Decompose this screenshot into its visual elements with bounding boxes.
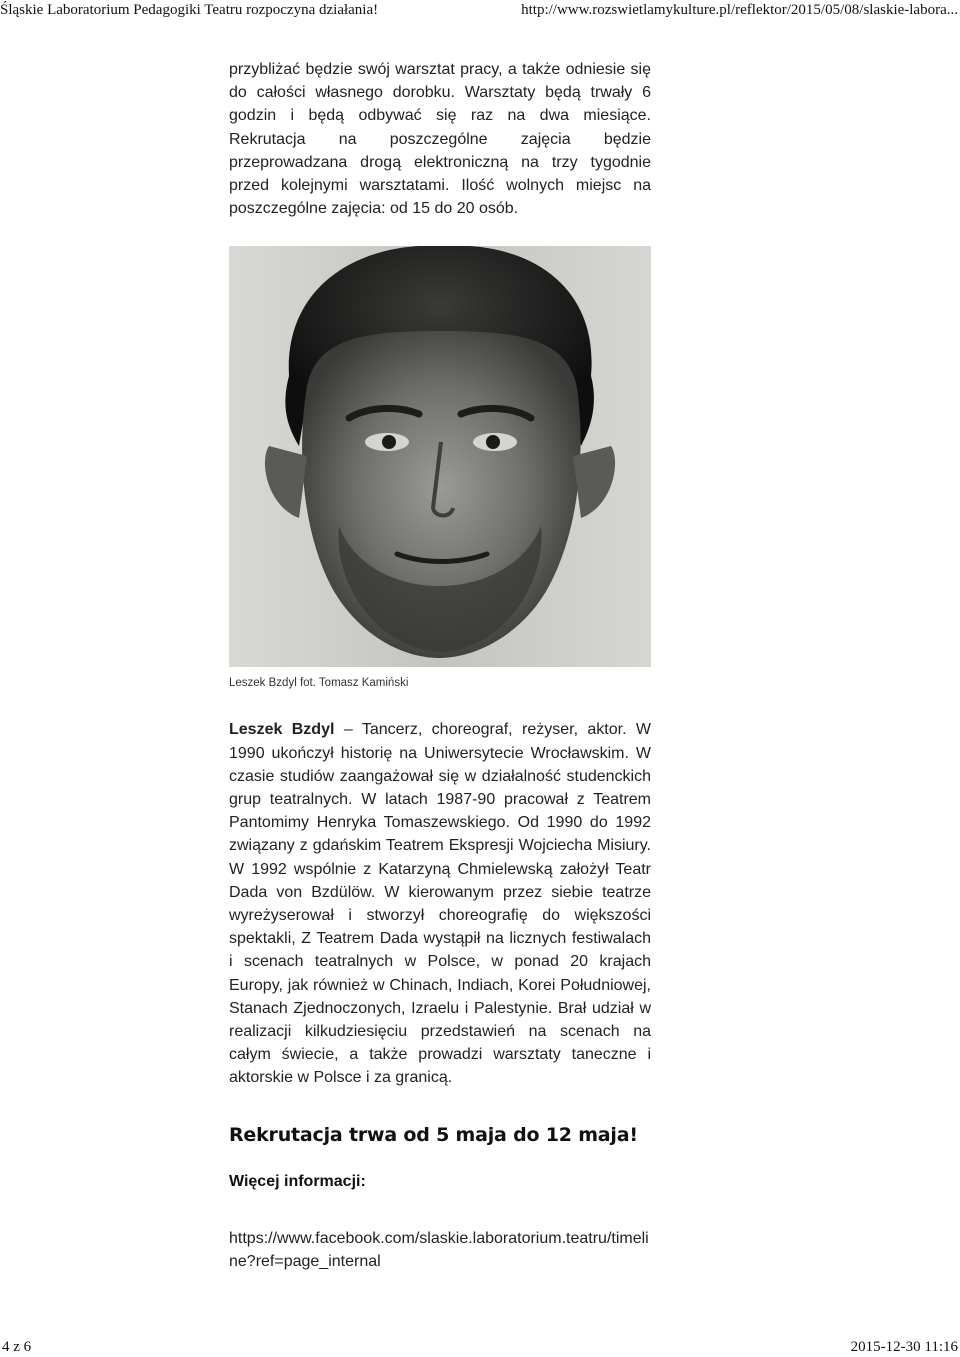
article-body	[229, 58, 651, 1273]
portrait-photo	[229, 246, 651, 667]
photo-caption: Leszek Bzdyl fot. Tomasz Kamiński	[229, 677, 409, 690]
page-number: 4 z 6	[2, 1339, 32, 1355]
print-footer	[0, 1337, 960, 1357]
recruitment-headline: Rekrutacja trwa od 5 maja do 12 maja!	[229, 1123, 638, 1146]
bio-name: Leszek Bzdyl	[229, 721, 335, 739]
more-info-label: Więcej informacji:	[229, 1172, 366, 1190]
intro-paragraph: przybliżać będzie swój warsztat pracy, a także odniesie się do całości własnego dorobku. Warsztaty będą trwały 6 godzin i będą odbywać się raz na dwa miesiące. Rekrutacja na poszczególne zajęcia będzie przeprowadzana drogą elektroniczną na trzy tygodnie przed kolejnymi warsztatami. Ilość wolnych miejsc na poszczególne zajęcia: od 15 do 20 osób.	[229, 61, 651, 218]
print-header	[0, 0, 960, 22]
print-timestamp: 2015-12-30 11:16	[850, 1339, 958, 1355]
print-page-title: Śląskie Laboratorium Pedagogiki Teatru rozpoczyna działania!	[0, 2, 379, 18]
facebook-link[interactable]: https://www.facebook.com/slaskie.laboratorium.teatru/timeline?ref=page_internal	[229, 1229, 649, 1270]
bio-text: – Tancerz, choreograf, reżyser, aktor. W 1990 ukończył historię na Uniwersytecie Wrocławskim. W czasie studiów zaangażował się w działalność studenckich grup teatralnych. W latach 1987-90 pracował z Teatrem Pantomimy Henryka Tomaszewskiego. Od 1990 do 1992 związany z gdańskim Teatrem Ekspresji Wojciecha Misiury. W 1992 wspólnie z Katarzyną Chmielewską założył Teatr Dada von Bzdülöw. W kierowanym przez siebie teatrze wyreżyserował i stworzył choreografię do większości spektakli, Z Teatrem Dada wystąpił na licznych festiwalach i scenach teatralnych w Polsce, w ponad 20 krajach Europy, jak również w Chinach, Indiach, Korei Południowej, Stanach Zjednoczonych, Izraelu i Palestynie. Brał udział w realizacji kilkudziesięciu przedstawień na scenach na całym świecie, a także prowadzi warsztaty taneczne i aktorskie w Polsce i za granicą.	[229, 721, 652, 1087]
print-page-url: http://www.rozswietlamykulture.pl/reflektor/2015/05/08/slaskie-labora...	[521, 2, 958, 18]
bio-paragraph	[229, 718, 651, 1089]
